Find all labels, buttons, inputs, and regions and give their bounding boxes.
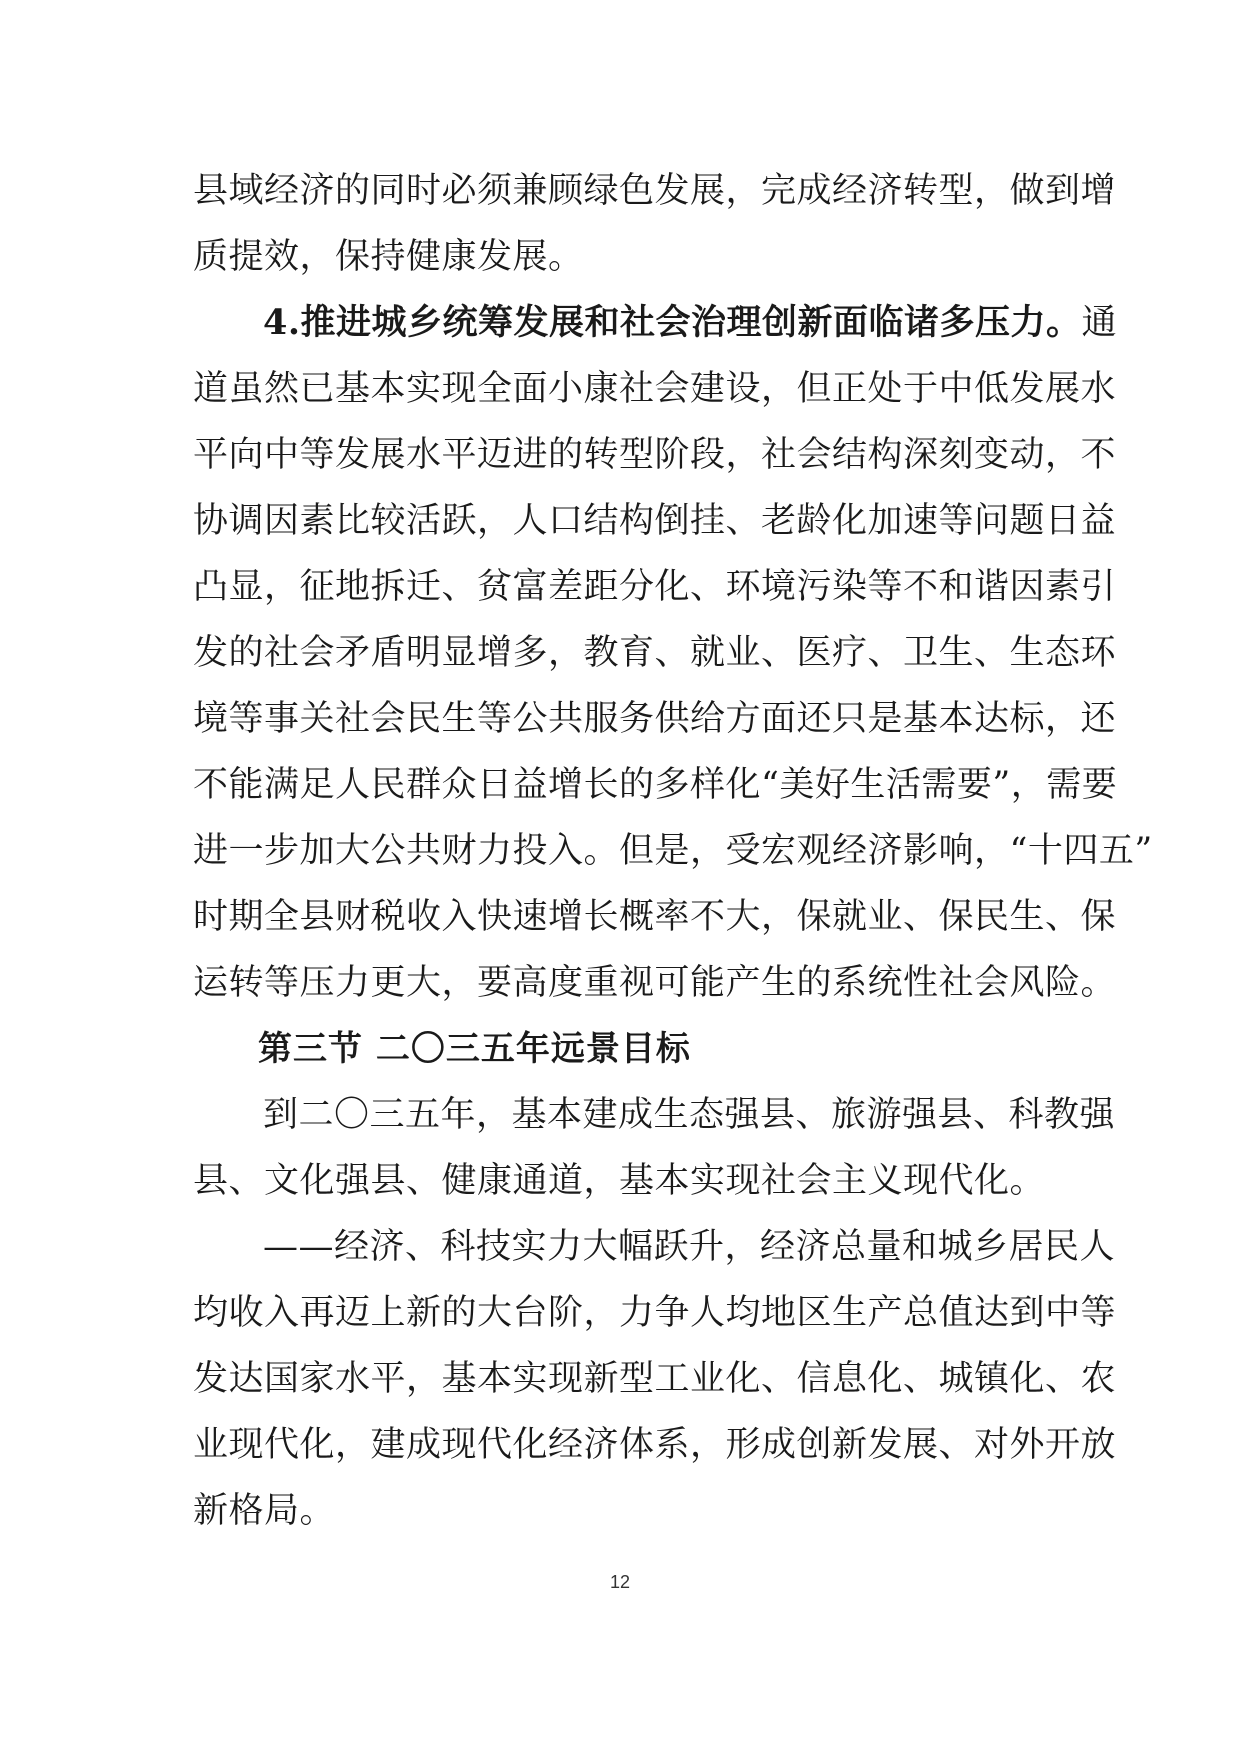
- paragraph-line: 新格局。: [193, 1491, 336, 1531]
- paragraph-line: 协调因素比较活跃，人口结构倒挂、老龄化加速等问题日益: [193, 501, 1117, 541]
- paragraph-line: 运转等压力更大，要高度重视可能产生的系统性社会风险。: [193, 963, 1117, 1003]
- paragraph-line: 均收入再迈上新的大台阶，力争人均地区生产总值达到中等: [193, 1293, 1117, 1333]
- section4-first-line: [193, 290, 1118, 356]
- paragraph-line: 质提效，保持健康发展。: [193, 237, 584, 277]
- section-heading: 第三节 二〇三五年远景目标: [258, 1029, 691, 1069]
- paragraph-line: 业现代化，建成现代化经济体系，形成创新发展、对外开放: [193, 1425, 1117, 1465]
- paragraph-line: 凸显，征地拆迁、贫富差距分化、环境污染等不和谐因素引: [193, 567, 1117, 607]
- paragraph-line: 平向中等发展水平迈进的转型阶段，社会结构深刻变动，不: [193, 435, 1117, 475]
- paragraph-line: 不能满足人民群众日益增长的多样化“美好生活需要”，需要: [193, 765, 1118, 805]
- paragraph-line: 县、文化强县、健康通道，基本实现社会主义现代化。: [193, 1161, 1046, 1201]
- paragraph-line: 到二〇三五年，基本建成生态强县、旅游强县、科教强: [263, 1095, 1116, 1135]
- paragraph-line: 时期全县财税收入快速增长概率不大，保就业、保民生、保: [193, 897, 1117, 937]
- paragraph-line: 县域经济的同时必须兼顾绿色发展，完成经济转型，做到增: [193, 171, 1117, 211]
- paragraph-line: 道虽然已基本实现全面小康社会建设，但正处于中低发展水: [193, 369, 1117, 409]
- paragraph-line: 境等事关社会民生等公共服务供给方面还只是基本达标，还: [193, 699, 1117, 739]
- page-number: 12: [609, 1572, 631, 1592]
- document-page: [193, 158, 1153, 1544]
- paragraph-line: 发达国家水平，基本实现新型工业化、信息化、城镇化、农: [193, 1359, 1117, 1399]
- paragraph-line: 发的社会矛盾明显增多，教育、就业、医疗、卫生、生态环: [193, 633, 1117, 673]
- section4-bold-lead: 4.推进城乡统筹发展和社会治理创新面临诸多压力。: [263, 302, 1082, 343]
- section4-first-line-rest: 通: [1081, 303, 1118, 343]
- paragraph-line: 进一步加大公共财力投入。但是，受宏观经济影响，“十四五”: [193, 831, 1153, 871]
- paragraph-line: ——经济、科技实力大幅跃升，经济总量和城乡居民人: [263, 1227, 1116, 1267]
